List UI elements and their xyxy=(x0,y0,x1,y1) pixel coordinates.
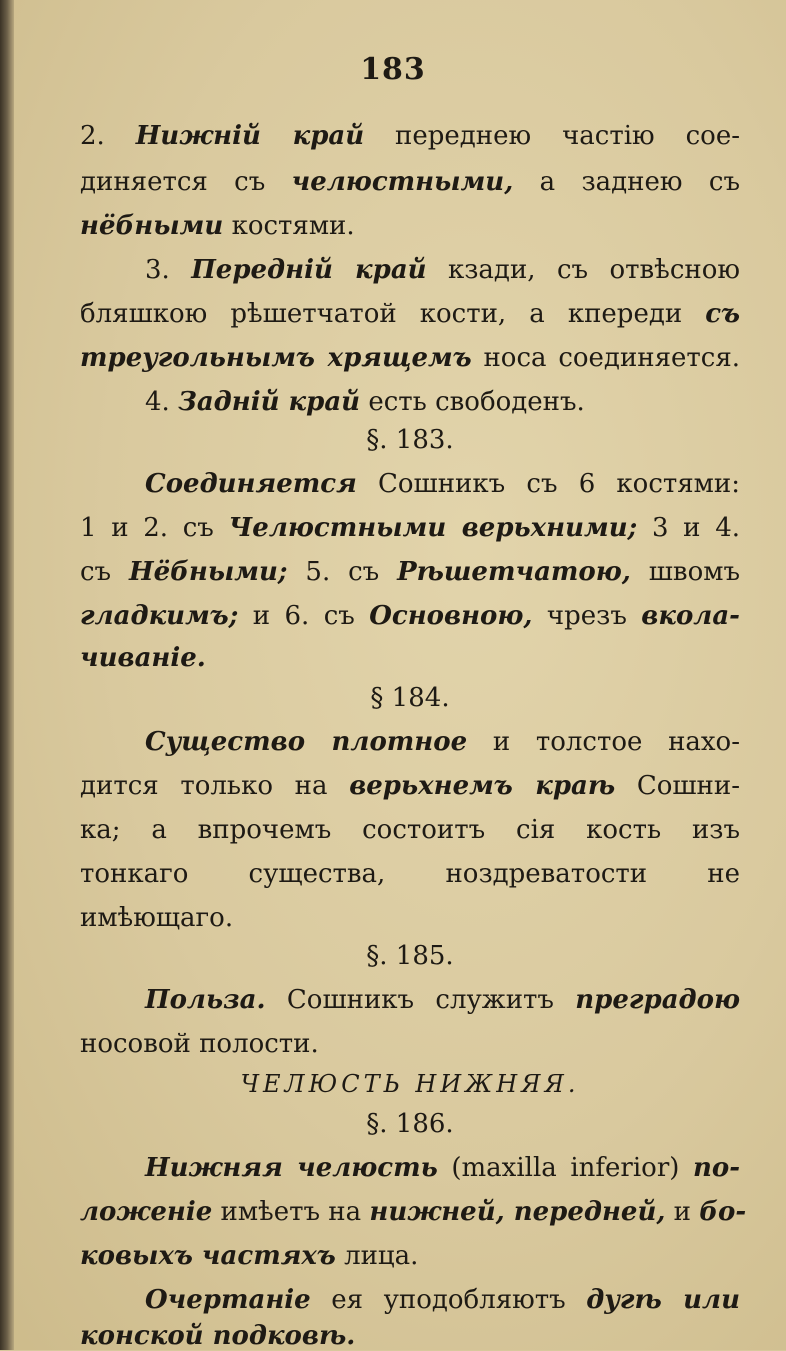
text-run: 3 и 4. xyxy=(637,513,740,543)
italic-run: по- xyxy=(692,1153,741,1183)
text-run: § 184. xyxy=(370,683,450,713)
section-heading xyxy=(80,1102,740,1146)
text-line xyxy=(80,506,740,550)
italic-run: Основною, xyxy=(369,601,533,631)
text-line xyxy=(80,594,740,638)
text-line xyxy=(145,1278,740,1322)
italic-run: ковыхъ частяхъ xyxy=(80,1241,336,1271)
text-run: 5. съ xyxy=(287,557,398,587)
italic-run: Нижняя челюсть xyxy=(145,1153,438,1183)
text-line xyxy=(80,1190,747,1234)
text-run: швомъ xyxy=(630,557,740,587)
text-run: и xyxy=(665,1197,700,1227)
text-run: §. 183. xyxy=(366,425,454,455)
italic-run: нёбными xyxy=(80,211,224,241)
italic-run: ложеніе xyxy=(80,1197,213,1227)
page-number: 183 xyxy=(360,52,426,87)
text-run: Сошни- xyxy=(615,771,741,801)
text-run: ка; а впрочемъ состоитъ сія кость изъ xyxy=(80,815,740,845)
italic-run: нижней, передней, xyxy=(369,1197,666,1227)
italic-run: Очертаніе xyxy=(145,1285,311,1315)
text-run: §. 186. xyxy=(366,1109,454,1139)
text-run: (maxilla inferior) xyxy=(437,1153,693,1183)
text-line xyxy=(80,292,740,336)
italic-run: Соединяется xyxy=(145,469,357,499)
italic-run: Задній край xyxy=(178,387,361,417)
section-heading xyxy=(80,934,740,978)
text-run: Сошникъ служитъ xyxy=(265,985,576,1015)
italic-run: съ xyxy=(705,299,740,329)
text-line xyxy=(80,636,740,680)
text-run: тонкаго существа, ноздреватости не xyxy=(80,859,740,889)
text-run: §. 185. xyxy=(366,941,454,971)
text-line xyxy=(145,978,740,1022)
italic-run: Передній край xyxy=(191,255,427,285)
text-run: имѣетъ на xyxy=(212,1197,370,1227)
text-run: носовой полости. xyxy=(80,1029,319,1059)
text-run: а заднею съ xyxy=(513,167,740,197)
text-run: 1 и 2. съ xyxy=(80,513,229,543)
book-gutter xyxy=(0,0,14,1350)
text-run: Сошникъ съ 6 костями: xyxy=(356,469,740,499)
text-run: съ xyxy=(80,557,129,587)
italic-run: треугольнымъ хрящемъ xyxy=(80,343,472,373)
text-run: бляшкою рѣшетчатой кости, а кпереди xyxy=(80,299,706,329)
section-heading xyxy=(80,676,740,720)
italic-run: вкола- xyxy=(641,601,740,631)
text-run: лица. xyxy=(335,1241,419,1271)
text-line xyxy=(80,1322,740,1350)
italic-run: чиваніе. xyxy=(80,643,206,673)
text-run: 4. xyxy=(145,387,179,417)
italic-run: Нёбными; xyxy=(129,557,288,587)
text-run: имѣющаго. xyxy=(80,903,234,933)
italic-run: Рѣшетчатою, xyxy=(397,557,631,587)
text-line xyxy=(80,808,740,852)
text-line xyxy=(80,764,740,808)
italic-run: преградою xyxy=(575,985,740,1015)
italic-run: гладкимъ; xyxy=(80,601,239,631)
text-run: дится только на xyxy=(80,771,350,801)
text-line xyxy=(145,1146,740,1190)
italic-run: бо- xyxy=(699,1197,747,1227)
text-run: 2. xyxy=(80,121,136,151)
text-run: есть свободенъ. xyxy=(360,387,585,417)
italic-run: челюстными, xyxy=(291,167,514,197)
text-run: костями. xyxy=(223,211,355,241)
text-line xyxy=(145,462,740,506)
text-line xyxy=(80,550,740,594)
text-line xyxy=(80,114,740,158)
text-line xyxy=(80,1022,740,1066)
text-run: и 6. съ xyxy=(238,601,370,631)
text-line xyxy=(80,1234,740,1278)
text-run: носа соединяется. xyxy=(471,343,741,373)
text-run: 3. xyxy=(145,255,192,285)
italic-run: Существо плотное xyxy=(145,727,468,757)
italic-run: Нижній край xyxy=(135,121,365,151)
italic-run: верьхнемъ краѣ xyxy=(349,771,616,801)
text-run: диняется съ xyxy=(80,167,292,197)
chapter-heading xyxy=(80,1062,740,1106)
text-line xyxy=(80,336,740,380)
text-line xyxy=(145,720,740,764)
text-run: чрезъ xyxy=(532,601,642,631)
section-heading xyxy=(80,418,740,462)
text-line xyxy=(80,852,740,896)
italic-run: дугѣ или xyxy=(586,1285,740,1315)
italic-run: конской подковѣ. xyxy=(80,1321,356,1351)
text-run: ЧЕЛЮСТЬ НИЖНЯЯ. xyxy=(240,1070,580,1098)
text-line xyxy=(145,248,740,292)
text-run: переднею частію сое- xyxy=(364,121,740,151)
text-run: и толстое нахо- xyxy=(467,727,740,757)
text-run: ея уподобляютъ xyxy=(310,1285,587,1315)
text-run: кзади, съ отвѣсною xyxy=(426,255,740,285)
text-line xyxy=(80,204,740,248)
text-line xyxy=(80,160,740,204)
italic-run: Челюстными верьхними; xyxy=(228,513,638,543)
italic-run: Польза. xyxy=(145,985,266,1015)
